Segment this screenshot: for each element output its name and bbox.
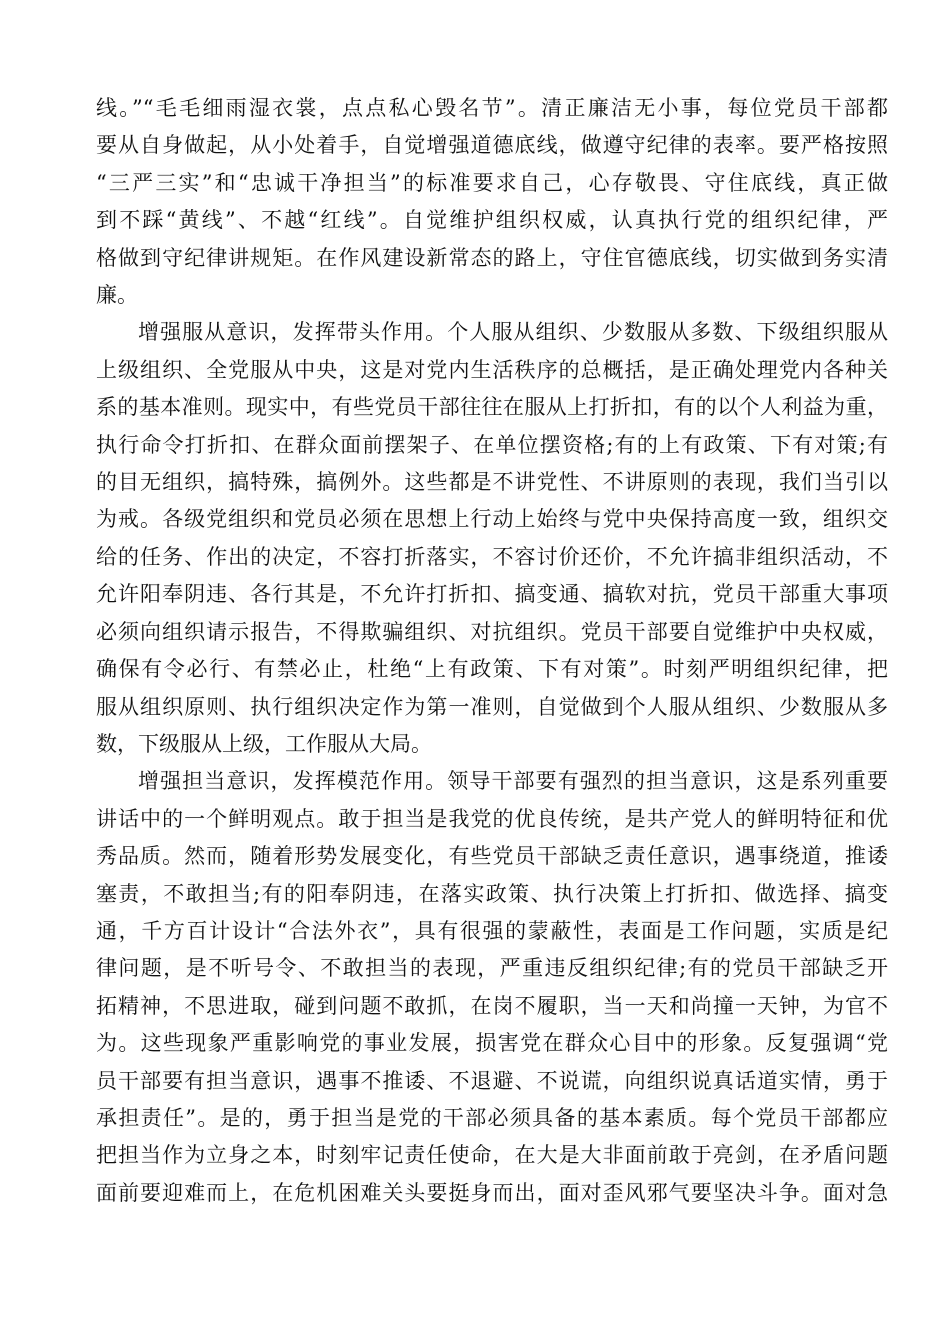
text-line: 服从组织原则、执行组织决定作为第一准则，自觉做到个人服从组织、少数服从多 — [96, 694, 888, 719]
text-line: 线。”“毛毛细雨湿衣裳，点点私心毁名节”。清正廉洁无小事，每位党员干部都 — [96, 96, 888, 120]
text-line: 要从自身做起，从小处着手，自觉增强道德底线，做遵守纪律的表率。要严格按照 — [96, 133, 888, 158]
text-line: 员干部要有担当意识，遇事不推诿、不退避、不说谎，向组织说真话道实情，勇于 — [96, 1068, 888, 1093]
text-line: 为。这些现象严重影响党的事业发展，损害党在群众心目中的形象。反复强调“党 — [96, 1031, 888, 1056]
paragraph-integrity — [96, 90, 888, 314]
text-line: 把担当作为立身之本，时刻牢记责任使命，在大是大非面前敢于亮剑，在矛盾问题 — [96, 1143, 888, 1168]
text-line: 增强担当意识，发挥模范作用。领导干部要有强烈的担当意识，这是系列重要 — [138, 769, 888, 794]
text-line: 律问题，是不听号令、不敢担当的表现，严重违反组织纪律;有的党员干部缺乏开 — [96, 956, 888, 981]
paragraph-obedience — [96, 314, 888, 763]
text-line: 为戒。各级党组织和党员必须在思想上行动上始终与党中央保持高度一致，组织交 — [96, 507, 888, 532]
text-line: 拓精神，不思进取，碰到问题不敢抓，在岗不履职，当一天和尚撞一天钟，为官不 — [96, 993, 888, 1018]
text-line: 通，千方百计设计“合法外衣”，具有很强的蒙蔽性，表面是工作问题，实质是纪 — [96, 918, 888, 943]
text-line: 到不踩“黄线”、不越“红线”。自觉维护组织权威，认真执行党的组织纪律，严 — [96, 208, 888, 233]
text-line: 执行命令打折扣、在群众面前摆架子、在单位摆资格;有的上有政策、下有对策;有 — [96, 432, 888, 457]
text-line: 的目无组织，搞特殊，搞例外。这些都是不讲党性、不讲原则的表现，我们当引以 — [96, 470, 888, 495]
text-line: 面前要迎难而上，在危机困难关头要挺身而出，面对歪风邪气要坚决斗争。面对急 — [96, 1180, 888, 1205]
text-line: 系的基本准则。现实中，有些党员干部往往在服从上打折扣，有的以个人利益为重， — [96, 395, 888, 420]
text-line: 格做到守纪律讲规矩。在作风建设新常态的路上，守住官德底线，切实做到务实清 — [96, 245, 888, 270]
text-line: 塞责，不敢担当;有的阳奉阴违，在落实政策、执行决策上打折扣、做选择、搞变 — [96, 881, 888, 906]
text-line: 秀品质。然而，随着形势发展变化，有些党员干部缺乏责任意识，遇事绕道，推诿 — [96, 844, 888, 869]
text-line: 廉。 — [96, 283, 138, 308]
text-line: 给的任务、作出的决定，不容打折落实，不容讨价还价，不允许搞非组织活动，不 — [96, 544, 888, 569]
text-line: 允许阳奉阴违、各行其是，不允许打折扣、搞变通、搞软对抗，党员干部重大事项 — [96, 582, 888, 607]
text-line: 讲话中的一个鲜明观点。敢于担当是我党的优良传统，是共产党人的鲜明特征和优 — [96, 806, 888, 831]
text-line: 承担责任”。是的，勇于担当是党的干部必须具备的基本素质。每个党员干部都应 — [96, 1105, 888, 1130]
paragraph-responsibility — [96, 763, 888, 1212]
text-line: 必须向组织请示报告，不得欺骗组织、对抗组织。党员干部要自觉维护中央权威， — [96, 619, 888, 644]
text-line: 数，下级服从上级，工作服从大局。 — [96, 731, 432, 756]
text-line: 上级组织、全党服从中央，这是对党内生活秩序的总概括，是正确处理党内各种关 — [96, 357, 888, 382]
document-page — [96, 90, 888, 1212]
text-line: 增强服从意识，发挥带头作用。个人服从组织、少数服从多数、下级组织服从 — [138, 320, 888, 345]
text-line: “三严三实”和“忠诚干净担当”的标准要求自己，心存敬畏、守住底线，真正做 — [96, 170, 888, 195]
text-line: 确保有令必行、有禁必止，杜绝“上有政策、下有对策”。时刻严明组织纪律，把 — [96, 657, 888, 682]
